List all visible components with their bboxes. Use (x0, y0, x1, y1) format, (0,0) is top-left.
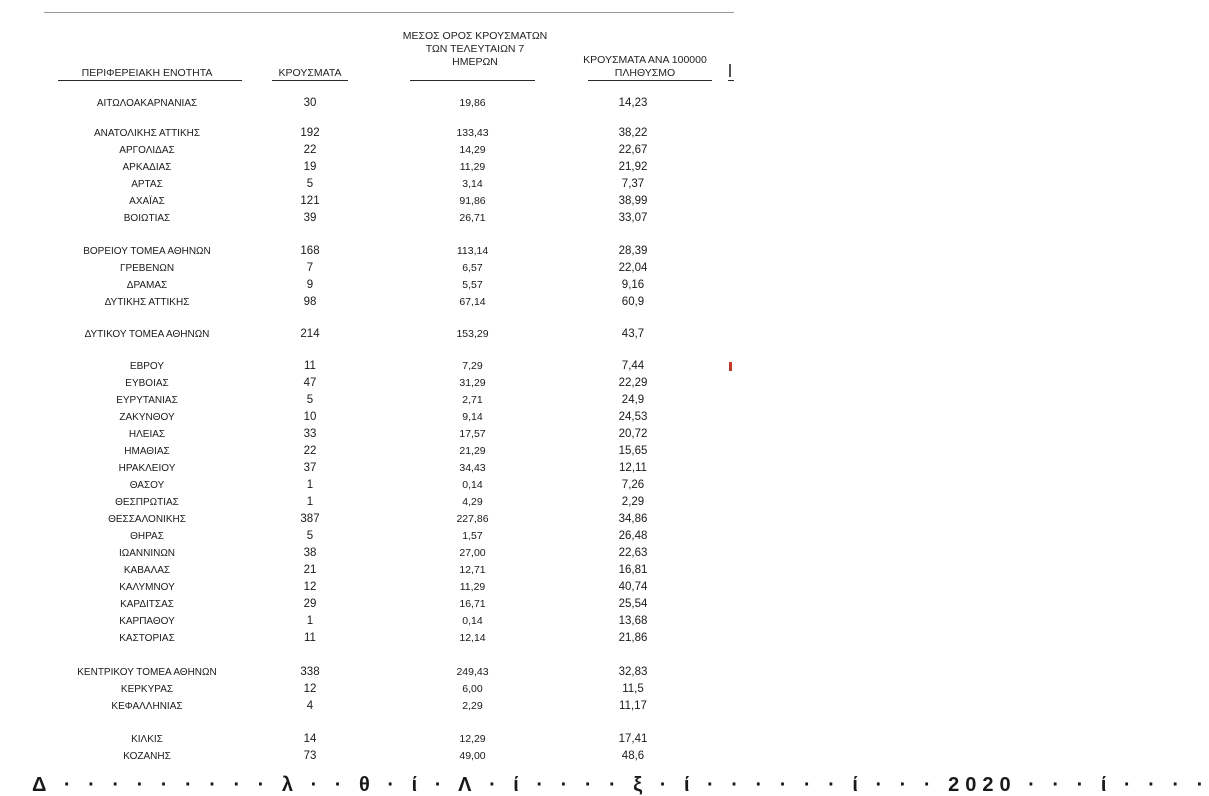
cell-avg7: 26,71 (459, 212, 486, 224)
cell-per100k: 17,41 (618, 733, 648, 745)
cell-avg7: 31,29 (459, 377, 486, 389)
table-row (0, 195, 734, 208)
cell-per100k: 38,99 (618, 195, 648, 207)
table-row (0, 666, 734, 679)
cell-per100k: 22,04 (618, 262, 648, 274)
cell-per100k: 40,74 (618, 581, 648, 593)
cell-per100k: 43,7 (621, 328, 645, 340)
cell-per100k: 24,9 (621, 394, 645, 406)
table-row (0, 377, 734, 390)
cell-cases: 21 (303, 564, 317, 576)
cell-per100k: 60,9 (621, 296, 645, 308)
cell-cases: 5 (306, 394, 314, 406)
header-per100k-line1: ΚΡΟΥΣΜΑΤΑ ΑΝΑ 100000 (583, 54, 707, 66)
cell-region: ΚΕΡΚΥΡΑΣ (120, 684, 174, 695)
cell-region: ΕΥΡΥΤΑΝΙΑΣ (116, 395, 178, 406)
cell-avg7: 5,57 (462, 279, 483, 291)
table-row (0, 547, 734, 560)
cell-avg7: 16,71 (459, 598, 486, 610)
cell-region: ΔΡΑΜΑΣ (126, 280, 168, 291)
cell-avg7: 153,29 (456, 328, 489, 340)
cell-per100k: 33,07 (618, 212, 648, 224)
cell-cases: 1 (306, 615, 314, 627)
cell-avg7: 27,00 (459, 547, 486, 559)
cell-cases: 73 (303, 750, 317, 762)
cell-avg7: 3,14 (462, 178, 483, 190)
table-row (0, 212, 734, 225)
cell-cases: 192 (300, 127, 320, 139)
cell-region: ΑΡΓΟΛΙΔΑΣ (119, 145, 175, 156)
cell-region: ΖΑΚΥΝΘΟΥ (119, 412, 175, 423)
table-row (0, 144, 734, 157)
cell-per100k: 7,37 (621, 178, 645, 190)
cell-region: ΒΟΡΕΙΟΥ ΤΟΜΕΑ ΑΘΗΝΩΝ (83, 246, 211, 257)
cell-cases: 22 (303, 445, 317, 457)
cell-avg7: 14,29 (459, 144, 486, 156)
table-row (0, 328, 734, 341)
cell-avg7: 12,14 (459, 632, 486, 644)
cell-region: ΑΙΤΩΛΟΑΚΑΡΝΑΝΙΑΣ (96, 98, 198, 109)
cell-avg7: 11,29 (459, 161, 486, 173)
cell-per100k: 24,53 (618, 411, 648, 423)
cell-cases: 5 (306, 530, 314, 542)
table-row (0, 496, 734, 509)
cell-per100k: 9,16 (621, 279, 645, 291)
cell-region: ΚΙΛΚΙΣ (131, 734, 163, 745)
cell-region: ΚΟΖΑΝΗΣ (123, 751, 171, 762)
cell-per100k: 2,29 (621, 496, 645, 508)
cell-avg7: 11,29 (459, 581, 486, 593)
table-row (0, 360, 734, 373)
cell-cases: 98 (303, 296, 317, 308)
cell-cases: 30 (303, 97, 317, 109)
cell-avg7: 6,57 (462, 262, 483, 274)
cell-region: ΚΕΦΑΛΛΗΝΙΑΣ (111, 701, 183, 712)
cell-cases: 47 (303, 377, 317, 389)
table-row (0, 428, 734, 441)
cell-avg7: 0,14 (462, 479, 483, 491)
cell-per100k: 11,17 (619, 700, 647, 712)
cell-region: ΔΥΤΙΚΟΥ ΤΟΜΕΑ ΑΘΗΝΩΝ (84, 329, 210, 340)
table-row (0, 245, 734, 258)
table-row (0, 530, 734, 543)
table-row (0, 632, 734, 645)
cell-cases: 387 (300, 513, 320, 525)
cell-region: ΗΛΕΙΑΣ (128, 429, 166, 440)
table-row (0, 411, 734, 424)
cell-region: ΘΗΡΑΣ (130, 531, 164, 542)
cell-avg7: 21,29 (459, 445, 486, 457)
cell-cases: 5 (306, 178, 314, 190)
table-row (0, 479, 734, 492)
cell-region: ΗΡΑΚΛΕΙΟΥ (118, 463, 176, 474)
cell-avg7: 34,43 (459, 462, 486, 474)
cell-region: ΚΑΒΑΛΑΣ (123, 565, 171, 576)
header-avg7 (385, 30, 565, 69)
cell-per100k: 28,39 (618, 245, 648, 257)
table-row (0, 513, 734, 526)
cell-per100k: 48,6 (621, 750, 645, 762)
cell-per100k: 21,86 (618, 632, 648, 644)
cell-avg7: 227,86 (456, 513, 489, 525)
table-row (0, 683, 734, 696)
table-row (0, 598, 734, 611)
cell-avg7: 91,86 (459, 195, 486, 207)
cell-cases: 33 (303, 428, 317, 440)
table-row (0, 394, 734, 407)
cell-region: ΚΑΡΔΙΤΣΑΣ (120, 599, 174, 610)
cell-cases: 29 (303, 598, 317, 610)
cell-region: ΚΕΝΤΡΙΚΟΥ ΤΟΜΕΑ ΑΘΗΝΩΝ (77, 667, 217, 678)
cell-avg7: 113,14 (456, 245, 489, 257)
header-avg7-line3: ΗΜΕΡΩΝ (452, 56, 498, 68)
cell-cases: 11 (304, 632, 316, 644)
table-row (0, 733, 734, 746)
cell-region: ΚΑΣΤΟΡΙΑΣ (119, 633, 175, 644)
cell-region: ΑΝΑΤΟΛΙΚΗΣ ΑΤΤΙΚΗΣ (93, 128, 201, 139)
cell-per100k: 15,65 (618, 445, 648, 457)
table-row (0, 700, 734, 713)
cell-per100k: 22,29 (618, 377, 648, 389)
cell-per100k: 16,81 (618, 564, 648, 576)
table-row (0, 178, 734, 191)
cell-per100k: 7,44 (621, 360, 645, 372)
cell-avg7: 12,71 (459, 564, 486, 576)
table-row (0, 445, 734, 458)
cutoff-column-mark (729, 64, 731, 77)
cell-avg7: 17,57 (459, 428, 486, 440)
cell-per100k: 7,26 (621, 479, 645, 491)
table-row (0, 564, 734, 577)
cell-region: ΘΕΣΠΡΩΤΙΑΣ (115, 497, 179, 508)
cell-region: ΚΑΡΠΑΘΟΥ (119, 616, 175, 627)
cell-cases: 10 (303, 411, 317, 423)
cell-cases: 38 (303, 547, 317, 559)
cell-cases: 7 (306, 262, 314, 274)
header-underline-cutoff (728, 80, 734, 81)
cell-avg7: 133,43 (456, 127, 489, 139)
cell-region: ΔΥΤΙΚΗΣ ΑΤΤΙΚΗΣ (104, 297, 190, 308)
cell-cases: 22 (303, 144, 317, 156)
table-row (0, 581, 734, 594)
cell-cases: 121 (300, 195, 320, 207)
cell-cases: 14 (303, 733, 317, 745)
cell-region: ΘΕΣΣΑΛΟΝΙΚΗΣ (108, 514, 186, 525)
cell-region: ΒΟΙΩΤΙΑΣ (123, 213, 171, 224)
cell-avg7: 2,71 (462, 394, 483, 406)
cell-cases: 4 (306, 700, 314, 712)
table-row (0, 262, 734, 275)
header-underline-region (58, 80, 242, 81)
table-row (0, 296, 734, 309)
cell-per100k: 12,11 (619, 462, 647, 474)
cell-per100k: 13,68 (618, 615, 648, 627)
cell-region: ΑΡΤΑΣ (131, 179, 163, 190)
cell-region: ΘΑΣΟΥ (129, 480, 165, 491)
cell-cases: 39 (303, 212, 317, 224)
cell-avg7: 0,14 (462, 615, 483, 627)
header-avg7-line2: ΤΩΝ ΤΕΛΕΥΤΑΙΩΝ 7 (425, 43, 525, 55)
table-row (0, 615, 734, 628)
header-cases: ΚΡΟΥΣΜΑΤΑ (278, 67, 342, 79)
header-underline-per100k (588, 80, 712, 81)
cell-per100k: 26,48 (618, 530, 648, 542)
cell-cases: 37 (303, 462, 317, 474)
cell-per100k: 25,54 (618, 598, 648, 610)
cell-per100k: 22,67 (618, 144, 648, 156)
cell-cases: 12 (303, 581, 317, 593)
cell-per100k: 21,92 (618, 161, 648, 173)
cell-cases: 1 (306, 496, 314, 508)
header-per100k-line2: ΠΛΗΘΥΣΜΟ (614, 67, 676, 79)
table-row (0, 279, 734, 292)
header-per100k (560, 54, 730, 80)
table-row (0, 462, 734, 475)
header-underline-cases (272, 80, 348, 81)
cell-per100k: 38,22 (618, 127, 648, 139)
cell-region: ΑΡΚΑΔΙΑΣ (122, 162, 172, 173)
cell-region: ΚΑΛΥΜΝΟΥ (119, 582, 175, 593)
table-row (0, 750, 734, 763)
header-region: ΠΕΡΙΦΕΡΕΙΑΚΗ ΕΝΟΤΗΤΑ (81, 67, 213, 79)
cell-cases: 19 (303, 161, 317, 173)
cell-per100k: 20,72 (618, 428, 648, 440)
cell-cases: 168 (300, 245, 320, 257)
cell-region: ΙΩΑΝΝΙΝΩΝ (118, 548, 176, 559)
cell-avg7: 1,57 (462, 530, 483, 542)
cropped-bottom-text: Δ · · · · · · · · · λ · · θ · ί · Λ · ί · · · · ξ · ί · · · · · · ί · · · 2020 · · · ί · · · · (32, 774, 1209, 796)
cell-avg7: 67,14 (459, 296, 486, 308)
cell-per100k: 14,23 (618, 97, 648, 109)
cell-per100k: 22,63 (618, 547, 648, 559)
cell-region: ΕΥΒΟΙΑΣ (125, 378, 169, 389)
table-row (0, 127, 734, 140)
table-row (0, 161, 734, 174)
cell-cases: 338 (300, 666, 320, 678)
cell-avg7: 249,43 (456, 666, 489, 678)
cell-avg7: 49,00 (459, 750, 486, 762)
table-row (0, 97, 734, 110)
header-underline-avg7 (410, 80, 535, 81)
cell-cases: 12 (303, 683, 317, 695)
cell-cases: 11 (304, 360, 316, 372)
cell-per100k: 32,83 (618, 666, 648, 678)
cell-cases: 214 (300, 328, 320, 340)
cell-per100k: 11,5 (622, 683, 644, 695)
cell-region: ΓΡΕΒΕΝΩΝ (119, 263, 175, 274)
cell-avg7: 4,29 (462, 496, 483, 508)
header-avg7-line1: ΜΕΣΟΣ ΟΡΟΣ ΚΡΟΥΣΜΑΤΩΝ (402, 30, 548, 42)
cell-avg7: 12,29 (459, 733, 486, 745)
cell-cases: 1 (306, 479, 314, 491)
cell-avg7: 19,86 (459, 97, 486, 109)
cell-avg7: 9,14 (462, 411, 483, 423)
cell-avg7: 2,29 (462, 700, 483, 712)
top-rule (44, 12, 734, 13)
cell-cases: 9 (306, 279, 314, 291)
cell-avg7: 6,00 (462, 683, 483, 695)
cell-region: ΑΧΑΪΑΣ (129, 196, 165, 207)
cell-region: ΕΒΡΟΥ (129, 361, 165, 372)
cell-avg7: 7,29 (462, 360, 483, 372)
cell-per100k: 34,86 (618, 513, 648, 525)
cell-region: ΗΜΑΘΙΑΣ (124, 446, 170, 457)
